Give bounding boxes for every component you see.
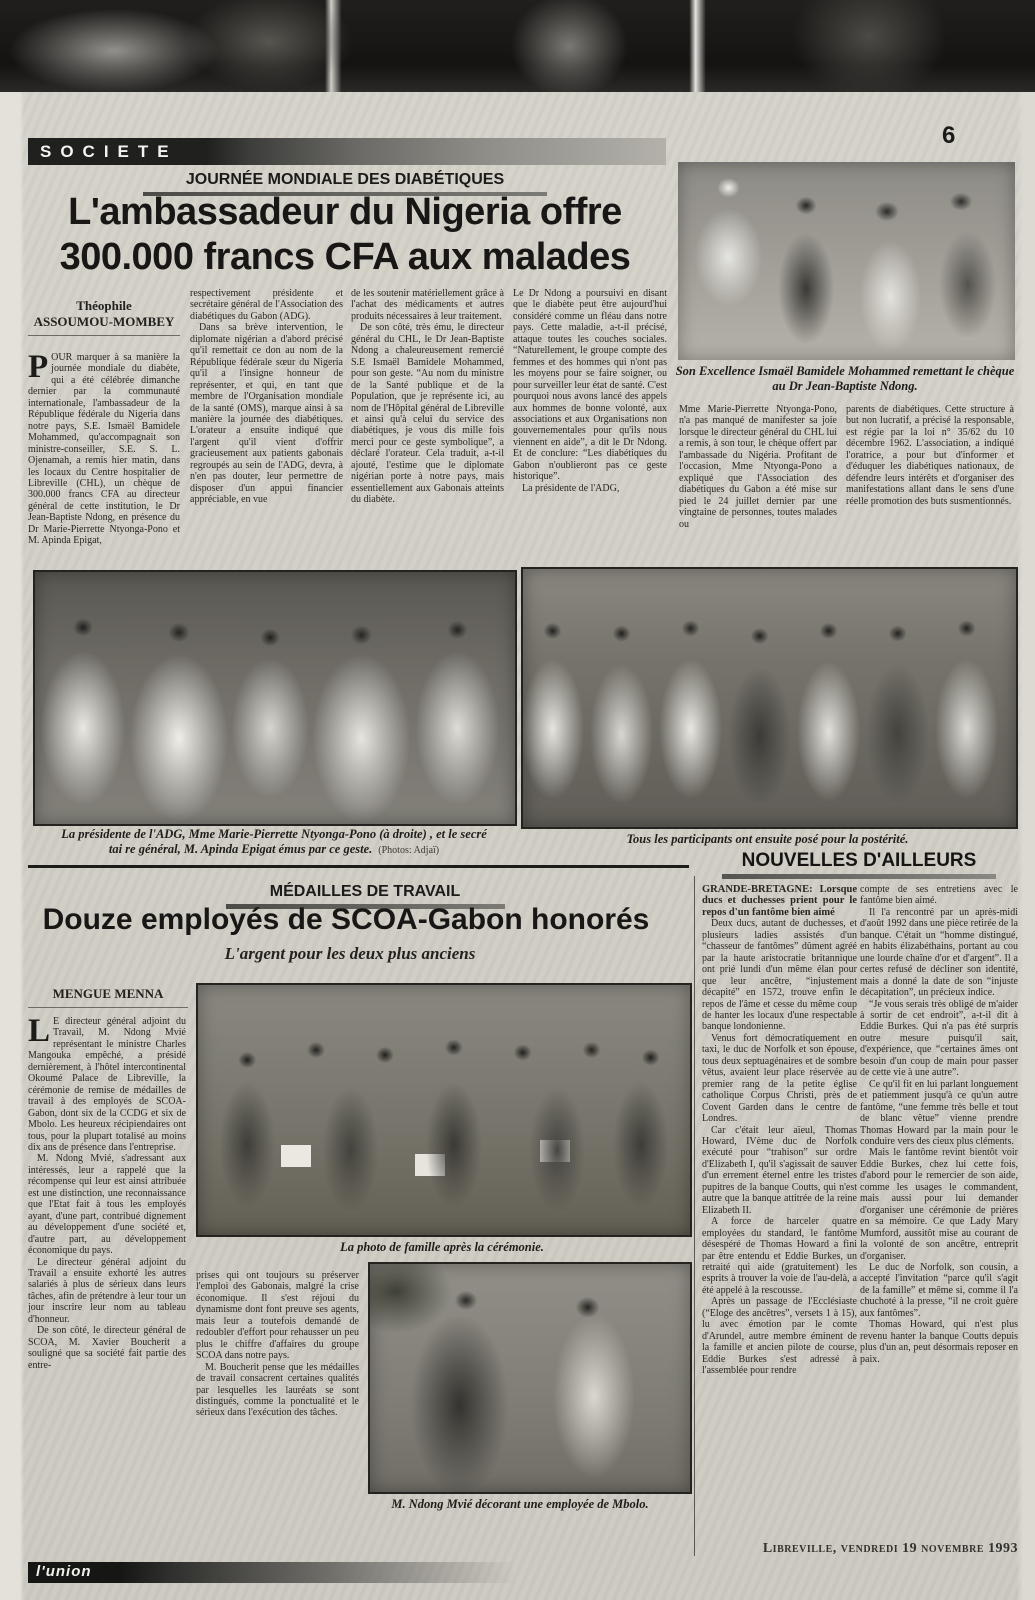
caption-line2 — [28, 842, 520, 858]
nouvelles-column-2 — [860, 884, 1018, 1365]
paragraph: Dans sa brève intervention, le diplomate nigérian a d'abord précisé qu'il remettait ce don au nom de la République fédérale sœur du Nigeria qu'il a l'insigne honneur de représenter, et qui, en tant que membre de l'Organisation mondiale de la santé (OMS), marque ainsi à sa manière la journée des diabétiques. L'orateur a ensuite indiqué que l'argent qu'il vient d'offrir gracieusement aux patients gabonais regroupés au sein de l'ADG, devra, à n'en pas douter, leur permettre de disposer d'un appui financier appréciable, en vue — [190, 322, 343, 506]
photo-cheque-caption: Son Excellence Ismaël Bamidele Mohammed remettant le chèque au Dr Jean-Baptiste Ndong. — [675, 364, 1015, 393]
section-divider-rule — [28, 865, 689, 868]
scanned-top-photo-strip — [0, 0, 1035, 92]
paragraph: La présidente de l'ADG, — [522, 482, 620, 494]
photo-family-ceremony — [196, 983, 692, 1237]
nouvelles-lead: GRANDE-BRETAGNE: Lorsque ducs et duchesses prient pour le repos d'un fantôme bien aimé — [702, 884, 857, 918]
article1-headline — [15, 190, 675, 280]
photo-group-caption: Tous les participants ont ensuite posé pour la postérité. — [626, 832, 909, 846]
byline-rule — [28, 335, 180, 336]
paragraph: Car c'était leur aïeul, Thomas Howard, IVème duc de Norfolk exécuté pour “trahison” sur ordre d'Elizabeth I, qu'il s'agissait de sauver d'un errement éternel entre les tristes pupitres de la banque Coutts, qui n'est autre que la banque attitrée de la reine Elizabeth II. — [702, 1124, 857, 1216]
paragraph: Venus fort démocratiquement en taxi, le duc de Norfolk et son épouse, tous deux septuagénaires et de sombre vêtus, avaient leur place réservée au premier rang de la petite église catholique Corpus Christi, près de Covent Garden dans le centre de Londres. — [702, 1032, 857, 1125]
nouvelles-underline — [722, 874, 995, 879]
photo-participants-group — [521, 567, 1018, 829]
byline-rule — [28, 1007, 188, 1008]
photo-adg-officials — [33, 570, 517, 826]
paragraph: M. Ndong Mvié, s'adressant aux intéressés, leur a rappelé que la récompense qui leur est ainsi attribuée est une distinction, une reconnaissance que l'Etat fait à tous les employés ayant, d'une part, contribué dignement au développement d'une société et, d'autre part, au développement économique du pays. — [28, 1153, 186, 1257]
paragraph: A force de harceler quatre employées du standard, le fantôme désespéré de Thomas Howard a fini par être entendu et Eddie Burkes, un retraité qui aide (gratuitement) les esprits à trouver la voie de l'au-delà, a été appelé à la rescousse. — [702, 1216, 857, 1296]
paragraph: Le duc de Norfolk, son cousin, a accepté l'invitation “parce qu'il s'agit de la famille” et même si, comme il l'a chuchoté à la presse, “il ne croit guère aux fantômes”. — [860, 1261, 1018, 1319]
article1-column-6 — [846, 404, 1014, 507]
article1-column-1 — [28, 349, 180, 547]
paragraph: De son côté, très ému, le directeur général du CHL, le Dr Jean-Baptiste Ndong a chaleureusement remercié S.E Ismaël Bamidele Mohammed, pour son geste. “Au nom du ministre de la Santé publique et de la Population, que je représente ici, au nom de l'Hôpital général de Libreville et ainsi qu'à celui du service des diabétiques, je vous dis mille fois merci pour ce geste symbolique”, a déclaré l'orateur. Cela traduit, a-t-il ajouté, l'estime que le diplomate nigérian porte à notre pays, mais essentiellement aux Gabonais atteints du diabète. — [351, 322, 504, 506]
caption-line1: La présidente de l'ADG, Mme Marie-Pierrette Ntyonga-Pono (à droite) , et le secré — [61, 827, 487, 841]
article1-column-5 — [679, 404, 837, 530]
footer-dateline: Libreville, vendredi 19 novembre 1993 — [762, 1541, 1018, 1556]
article1-column-2 — [190, 288, 343, 506]
paragraph: Mme Marie-Pierrette Ntyonga-Pono, n'a pas manqué de manifester sa joie lorsque le directeur général du CHL lui a remis, à son tour, le chèque offert par l'ambassade du Nigéria. Profitant de l'occasion, Mme Ntyonga-Pono a expliqué que l'Association des diabétiques du Gabon a été mise sur pied le 24 juillet dernier par une vingtaine de personnes, toutes malades ou — [679, 404, 837, 530]
photo-cheque-handover — [678, 162, 1015, 360]
paragraph: Thomas Howard, qui n'est plus revenu hanter la banque Coutts depuis plus d'un an, peut désormais reposer en paix. — [860, 1319, 1018, 1365]
paragraph: “Je vous serais très obligé de m'aider à sortir de cet endroit”, a-t-il dit à Eddie Burkes. Qui n'a pas été surpris outre mesure puisqu'il sait, d'expérience, que “certaines âmes ont besoin d'un coup de main pour passer de cette vie à une autre”. — [860, 998, 1018, 1079]
photo-credit: (Photos: Adjaï) — [378, 845, 440, 856]
paragraph — [28, 1013, 186, 1153]
paragraph: Le directeur général adjoint du Travail a ensuite exhorté les autres salariés à plus de sérieux dans leurs tâches, afin de prétendre à leur tour un jour inscrire leur nom au tableau d'honneur. — [28, 1256, 186, 1325]
article2-byline — [28, 986, 188, 1008]
section-bar — [28, 138, 666, 165]
paragraph-text: OUR marquer à sa manière la journée mondiale du diabète, qui a été célébrée dimanche dernier par la communauté internationale, l'ambassadeur de la République fédérale du Nigeria dans notre pays, S.E. Ismaël Bamidele Mohammed, qu'accompagnait son ministre-conseiller, S.E. S. L. Ojenamah, a remis hier matin, dans les locaux du Centre hospitalier de Libreville (CHL), un chèque de 300.000 francs CFA au directeur général de cette institution, le Dr Jean-Baptiste Ndong, en présence du Dr Marie-Pierrette Ntyonga-Pono et M. Apinda Epigat, — [28, 352, 180, 547]
article1-headline-line1: L'ambassadeur du Nigeria offre — [68, 191, 622, 233]
photo-family-caption: La photo de famille après la cérémonie. — [340, 1240, 544, 1254]
article1-byline — [28, 298, 180, 336]
paragraph: Il l'a rencontré par un après-midi d'août 1992 dans une pièce retirée de la banque. C'était un “homme distingué, en habits élizabéthains, portant au cou une lourde chaîne d'or et d'argent”. Il a certes refusé de décliner son identité, mais a donné la date de son “injuste décapitation”, un précieux indice. — [860, 906, 1018, 999]
nouvelles-header-text: NOUVELLES D'AILLEURS — [741, 850, 977, 871]
nouvelles-column-1 — [702, 884, 857, 1376]
article1-headline-line2: 300.000 francs CFA aux malades — [59, 236, 631, 278]
article2-subhead: L'argent pour les deux plus anciens — [224, 944, 476, 963]
paragraph: Ce qu'il fit en lui parlant longuement et patiemment jusqu'à ce qu'un autre fantôme, “une femme très belle et tout de blanc vêtue” vienne prendre Thomas Howard par la main pour le conduire vers des cieux plus cléments. — [860, 1078, 1018, 1147]
caption-line2-text: tai re général, M. Apinda Epigat émus par ce geste. — [108, 842, 373, 856]
photo-adg-caption — [28, 827, 520, 858]
article1-column-3 — [351, 288, 504, 506]
article2-column-1 — [28, 1013, 186, 1371]
paragraph: prises qui ont toujours su préserver l'emploi des Gabonais, malgré la crise économique. Il s'est réjoui du dynamisme dont font preuve ses agents, mais leur a toutefois demandé de redoubler d'effort pour rehausser un peu plus le chiffre d'affaires du groupe SCOA dans notre pays. — [196, 1270, 359, 1362]
paragraph: parents de diabétiques. Cette structure à but non lucratif, a précisé la responsable, est régie par la loi n° 35/62 du 10 décembre 1962. L'association, a indiqué l'oratrice, a pour but d'informer et d'éduquer les diabétiques nationaux, de défendre leurs intérêts et d'organiser des manifestations allant dans le sens d'une réelle promotion des buts susmentionnés. — [846, 404, 1014, 507]
article2-headline: Douze employés de SCOA-Gabon honorés — [42, 903, 650, 936]
section-label: SOCIETE — [40, 142, 178, 161]
byline-name: MENGUE MENNA — [52, 986, 164, 1001]
photo-medal-caption: M. Ndong Mvié décorant une employée de Mbolo. — [391, 1497, 649, 1511]
dropcap: L — [28, 1013, 51, 1049]
paragraph: respectivement présidente et secrétaire général de l'Association des diabétiques du Gabon (ADG). — [190, 288, 343, 322]
photo-medal-decoration — [368, 1262, 692, 1494]
newspaper-brand-bar — [28, 1562, 516, 1583]
dropcap: P — [28, 349, 49, 385]
newspaper-brand: l'union — [36, 1563, 92, 1580]
paragraph: compte de ses entretiens avec le fantôme bien aimé. — [860, 884, 1018, 907]
page-number: 6 — [942, 122, 956, 149]
byline-last-name: ASSOUMOU-MOMBEY — [33, 314, 175, 329]
paragraph: De son côté, le directeur général de SCOA, M. Xavier Boucherit a souligné que sa société fait partie des entre- — [28, 1325, 186, 1371]
paragraph-text: E directeur général adjoint du Travail, M. Ndong Mvié représentant le ministre Charles Mangouka empêché, a présidé dernièrement, à l'hôtel intercontinental Okoumé Palace de Libreville, la cérémonie de remise de médailles de travail à des employés de SCOA-Gabon, dont six de la CCDG et six de Mbolo. Les heureux récipiendaires ont tous, pour la plupart totalisé au moins dix ans de présence dans l'entreprise. — [28, 1016, 186, 1153]
article2-kicker-text: MÉDAILLES DE TRAVAIL — [269, 883, 461, 900]
article1-column-4 — [513, 288, 667, 494]
article1-kicker-text: JOURNÉE MONDIALE DES DIABÉTIQUES — [185, 171, 505, 188]
paragraph: M. Boucherit pense que les médailles de travail consacrent certaines qualités par lesquelles les lauréats se sont distingués, comme la ponctualité et le sérieux dans l'exécution des tâches. — [196, 1361, 359, 1419]
nouvelles-header — [700, 850, 1018, 879]
paragraph: Le Dr Ndong a poursuivi en disant que le diabète peut être aujourd'hui considéré comme un fléau dans notre pays. Cette maladie, a-t-il précisé, attaque toutes les couches sociales. “Naturellement, le groupe compte des femmes et des hommes qui n'ont pas les moyens pour se faire soigner, ou pour surveiller leur état de santé. C'est pourquoi nous avons lancé des appels aux hommes de bonne volonté, aux associations et aux Organisations non gouvernementales pour qu'ils nous viennent en aide”, a dit le Dr Ndong. Et de conclure: “Les diabétiques du Gabon n'oublieront pas ce geste historique”. — [513, 288, 667, 483]
paragraph: Deux ducs, autant de duchesses, et plusieurs ladies assistés d'un “chasseur de fantômes” dûment agréé par la haute aristocratie britannique ont prié lundi d'un même élan pour que leur ancêtre, “injustement décapité” en 1572, trouve enfin le repos de l'âme et cesse du même coup de hanter les locaux d'une respectable banque londonienne. — [702, 918, 857, 1033]
paragraph: de les soutenir matériellement grâce à l'achat des médicaments et autres produits nécessaires à leur traitement. — [351, 288, 504, 322]
paragraph — [28, 349, 180, 547]
byline-first-name: Théophile — [76, 298, 132, 313]
paragraph: Après un passage de l'Ecclésiaste (“Eloge des ancêtres”, versets 1 à 15), lu avec émotion par le comte d'Arundel, autre membre éminent de la famille et ancien pilote de course, Eddie Burkes s'est adressé à l'assemblée pour rendre — [702, 1296, 857, 1377]
paragraph: Mais le fantôme revint bientôt voir Eddie Burkes, chez lui cette fois, d'abord pour le remercier de son aide, comme les usages le commandent, mais aussi pour lui demander d'organiser une cérémonie de prières en sa mémoire. Ce que Lady Mary Mumford, aussitôt mise au courant de la volonté de son ancêtre, entreprit d'organiser. — [860, 1147, 1018, 1262]
column-divider-rule — [694, 876, 695, 1556]
article2-column-2 — [196, 1270, 359, 1419]
